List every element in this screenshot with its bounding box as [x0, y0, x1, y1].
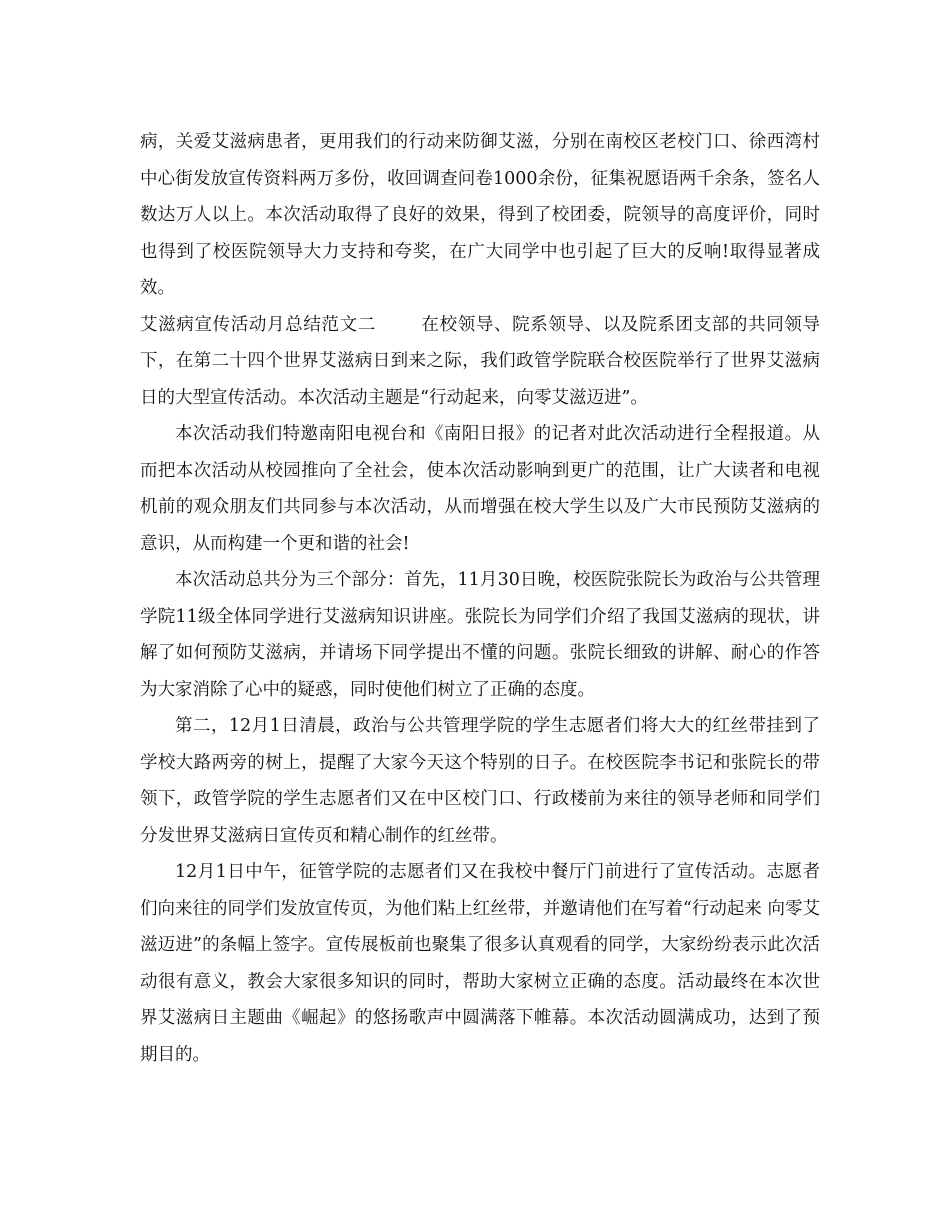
- paragraph-4: 本次活动总共分为三个部分：首先，11月30日晚，校医院张院长为政治与公共管理学院11级全体同学进行艾滋病知识讲座。张院长为同学们介绍了我国艾滋病的现状，讲解了如何预防艾滋病，并请场下同学提出不懂的问题。张院长细致的讲解、耐心的作答为大家消除了心中的疑惑，同时使他们树立了正确的态度。: [140, 570, 820, 700]
- paragraph-2-text: 在校领导、院系领导、以及院系团支部的共同领导下，在第二十四个世界艾滋病日到来之际，我们政管学院联合校医院举行了世界艾滋病日的大型宣传活动。本次活动主题是“行动起来，向零艾滋迈进”。: [140, 314, 821, 408]
- paragraph-5: 第二，12月1日清晨，政治与公共管理学院的学生志愿者们将大大的红丝带挂到了学校大路两旁的树上，提醒了大家今天这个特别的日子。在校医院李书记和张院长的带领下，政管学院的学生志愿者们又在中区校门口、行政楼前为来往的领导老师和同学们分发世界艾滋病日宣传页和精心制作的红丝带。: [140, 716, 820, 846]
- paragraph-3: 本次活动我们特邀南阳电视台和《南阳日报》的记者对此次活动进行全程报道。从而把本次活动从校园推向了全社会，使本次活动影响到更广的范围，让广大读者和电视机前的观众朋友们共同参与本次活动，从而增强在校大学生以及广大市民预防艾滋病的意识，从而构建一个更和谐的社会!: [140, 424, 820, 554]
- paragraph-2: [140, 307, 820, 417]
- paragraph-1: 病，关爱艾滋病患者，更用我们的行动来防御艾滋，分别在南校区老校门口、徐西湾村中心街发放宣传资料两万多份，收回调查问卷1000余份，征集祝愿语两千余条，签名人数达万人以上。本次活动取得了良好的效果，得到了校团委，院领导的高度评价，同时也得到了校医院领导大力支持和夸奖，在广大同学中也引起了巨大的反响!取得显著成效。: [140, 132, 820, 298]
- document-body: [140, 124, 820, 1073]
- paragraph-6: 12月1日中午，征管学院的志愿者们又在我校中餐厅门前进行了宣传活动。志愿者们向来往的同学们发放宣传页，为他们粘上红丝带，并邀请他们在写着“行动起来 向零艾滋迈进”的条幅上签字。宣传展板前也聚集了很多认真观看的同学，大家纷纷表示此次活动很有意义，教会大家很多知识的同时，帮助大家树立正确的态度。活动最终在本次世界艾滋病日主题曲《崛起》的悠扬歌声中圆满落下帷幕。本次活动圆满成功，达到了预期目的。: [140, 862, 820, 1065]
- section-heading: 艾滋病宣传活动月总结范文二: [140, 314, 376, 335]
